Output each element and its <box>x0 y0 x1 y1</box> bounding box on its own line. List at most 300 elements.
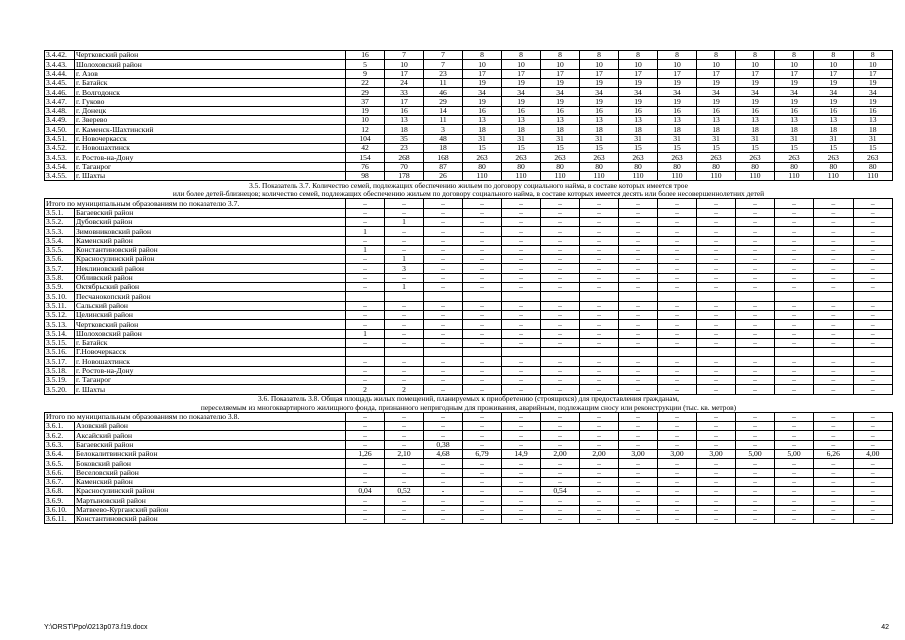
value-cell: – <box>697 217 736 226</box>
value-cell: 2,10 <box>385 449 424 458</box>
value-cell: 13 <box>541 116 580 125</box>
value-cell: – <box>541 431 580 440</box>
value-cell: – <box>541 505 580 514</box>
value-cell: – <box>346 301 385 310</box>
value-cell: – <box>619 264 658 273</box>
value-cell: – <box>580 468 619 477</box>
value-cell: 80 <box>463 162 502 171</box>
total-row <box>45 412 893 421</box>
value-cell: – <box>580 357 619 366</box>
value-cell: – <box>619 459 658 468</box>
row-number: 3.5.19. <box>45 375 75 384</box>
value-cell: 9 <box>346 69 385 78</box>
value-cell: – <box>814 255 853 264</box>
value-cell: 29 <box>424 97 463 106</box>
value-cell: – <box>463 264 502 273</box>
value-cell: – <box>541 496 580 505</box>
value-cell: – <box>775 236 814 245</box>
value-cell: – <box>346 310 385 319</box>
value-cell: – <box>502 301 541 310</box>
value-cell: – <box>814 422 853 431</box>
table-row <box>45 385 893 394</box>
value-cell: – <box>541 199 580 208</box>
value-cell: 19 <box>814 78 853 87</box>
value-cell: – <box>775 431 814 440</box>
value-cell: – <box>385 412 424 421</box>
table-row <box>45 477 893 486</box>
value-cell: 263 <box>697 153 736 162</box>
row-number: 3.6.3. <box>45 440 75 449</box>
value-cell: 16 <box>736 106 775 115</box>
value-cell: – <box>736 217 775 226</box>
value-cell: – <box>619 366 658 375</box>
value-cell: 3,00 <box>619 449 658 458</box>
value-cell: – <box>463 431 502 440</box>
row-number: 3.6.5. <box>45 459 75 468</box>
value-cell: 15 <box>619 143 658 152</box>
row-number: 3.5.12. <box>45 310 75 319</box>
value-cell: – <box>619 496 658 505</box>
value-cell: – <box>463 357 502 366</box>
page-number: 42 <box>881 624 889 631</box>
value-cell: 48 <box>424 134 463 143</box>
row-name: г. Таганрог <box>75 375 346 384</box>
table-row <box>45 217 893 226</box>
value-cell: 16 <box>463 106 502 115</box>
value-cell: 263 <box>580 153 619 162</box>
row-number: 3.6.2. <box>45 431 75 440</box>
value-cell: – <box>775 477 814 486</box>
value-cell: 8 <box>502 51 541 60</box>
value-cell: 8 <box>736 51 775 60</box>
value-cell: 19 <box>502 78 541 87</box>
table-row <box>45 255 893 264</box>
row-name: г. Каменск-Шахтинский <box>75 125 346 134</box>
value-cell: 8 <box>580 51 619 60</box>
value-cell: – <box>463 329 502 338</box>
value-cell <box>502 292 541 301</box>
value-cell: – <box>853 208 893 217</box>
value-cell: 5,00 <box>775 449 814 458</box>
table-row <box>45 283 893 292</box>
value-cell: – <box>658 468 697 477</box>
value-cell: – <box>736 412 775 421</box>
value-cell: 34 <box>853 88 893 97</box>
value-cell: – <box>541 329 580 338</box>
value-cell: – <box>736 199 775 208</box>
table-row <box>45 116 893 125</box>
value-cell: – <box>853 440 893 449</box>
value-cell: 80 <box>775 162 814 171</box>
value-cell: – <box>697 515 736 524</box>
value-cell: – <box>502 199 541 208</box>
value-cell: – <box>619 468 658 477</box>
value-cell: – <box>502 375 541 384</box>
value-cell: – <box>385 468 424 477</box>
row-number: 3.4.49. <box>45 116 75 125</box>
value-cell: – <box>385 375 424 384</box>
value-cell: – <box>346 264 385 273</box>
value-cell: 15 <box>853 143 893 152</box>
value-cell: – <box>697 227 736 236</box>
value-cell: – <box>385 310 424 319</box>
value-cell: 10 <box>853 60 893 69</box>
value-cell: – <box>697 199 736 208</box>
table-row <box>45 208 893 217</box>
value-cell: – <box>580 385 619 394</box>
table-row <box>45 227 893 236</box>
value-cell: 10 <box>658 60 697 69</box>
value-cell: – <box>814 245 853 254</box>
value-cell: – <box>385 301 424 310</box>
value-cell: – <box>541 459 580 468</box>
value-cell: – <box>853 375 893 384</box>
value-cell: 17 <box>697 69 736 78</box>
value-cell: 0,38 <box>424 440 463 449</box>
value-cell: 263 <box>619 153 658 162</box>
value-cell: – <box>385 199 424 208</box>
value-cell: – <box>424 329 463 338</box>
value-cell: – <box>619 301 658 310</box>
value-cell: – <box>658 273 697 282</box>
value-cell: – <box>424 264 463 273</box>
value-cell: – <box>814 217 853 226</box>
value-cell: 31 <box>775 134 814 143</box>
value-cell: – <box>502 412 541 421</box>
value-cell: – <box>736 273 775 282</box>
value-cell: – <box>424 227 463 236</box>
value-cell <box>814 348 853 357</box>
value-cell: 14 <box>424 106 463 115</box>
value-cell: – <box>775 283 814 292</box>
value-cell: – <box>463 515 502 524</box>
value-cell: – <box>619 329 658 338</box>
value-cell <box>775 292 814 301</box>
value-cell: 80 <box>502 162 541 171</box>
value-cell: 178 <box>385 171 424 180</box>
row-number: 3.5.1. <box>45 208 75 217</box>
table-row <box>45 134 893 143</box>
value-cell: – <box>424 422 463 431</box>
value-cell: – <box>619 505 658 514</box>
table-row <box>45 449 893 458</box>
value-cell <box>346 348 385 357</box>
value-cell: – <box>580 487 619 496</box>
row-name: Веселовский район <box>75 468 346 477</box>
row-number: 3.5.16. <box>45 348 75 357</box>
value-cell: – <box>658 236 697 245</box>
value-cell: – <box>346 283 385 292</box>
value-cell: – <box>463 375 502 384</box>
value-cell: – <box>580 440 619 449</box>
value-cell: – <box>697 375 736 384</box>
value-cell: 263 <box>502 153 541 162</box>
value-cell: 19 <box>541 78 580 87</box>
value-cell: 110 <box>541 171 580 180</box>
value-cell: – <box>541 422 580 431</box>
row-name: Шолоховский район <box>75 60 346 69</box>
value-cell: – <box>814 236 853 245</box>
value-cell: 16 <box>385 106 424 115</box>
value-cell: – <box>658 329 697 338</box>
value-cell: – <box>775 468 814 477</box>
value-cell: – <box>775 385 814 394</box>
value-cell: 13 <box>775 116 814 125</box>
row-name: Аксайский район <box>75 431 346 440</box>
value-cell: 31 <box>853 134 893 143</box>
value-cell: – <box>463 320 502 329</box>
value-cell: – <box>814 487 853 496</box>
value-cell: – <box>658 245 697 254</box>
value-cell: 34 <box>775 88 814 97</box>
value-cell: 17 <box>463 69 502 78</box>
value-cell: – <box>658 459 697 468</box>
value-cell <box>385 292 424 301</box>
value-cell: – <box>619 283 658 292</box>
value-cell: – <box>619 338 658 347</box>
value-cell: 5,00 <box>736 449 775 458</box>
value-cell <box>736 348 775 357</box>
value-cell: – <box>658 366 697 375</box>
value-cell: – <box>736 329 775 338</box>
value-cell: 18 <box>853 125 893 134</box>
row-name: Боковский район <box>75 459 346 468</box>
value-cell: – <box>658 208 697 217</box>
value-cell: – <box>580 515 619 524</box>
value-cell: – <box>424 477 463 486</box>
value-cell: – <box>541 385 580 394</box>
value-cell: 16 <box>580 106 619 115</box>
value-cell: 263 <box>736 153 775 162</box>
row-number: 3.5.7. <box>45 264 75 273</box>
row-name: Матвеево-Курганский район <box>75 505 346 514</box>
row-name: г. Шахты <box>75 171 346 180</box>
value-cell: 98 <box>346 171 385 180</box>
value-cell: – <box>580 412 619 421</box>
row-name: г. Батайск <box>75 78 346 87</box>
value-cell: 2 <box>385 385 424 394</box>
value-cell: – <box>385 227 424 236</box>
value-cell: 19 <box>697 78 736 87</box>
value-cell: – <box>775 273 814 282</box>
table-row <box>45 422 893 431</box>
value-cell: – <box>775 245 814 254</box>
value-cell: 1 <box>346 329 385 338</box>
value-cell: – <box>502 217 541 226</box>
value-cell: – <box>541 310 580 319</box>
value-cell: – <box>814 477 853 486</box>
value-cell: – <box>619 208 658 217</box>
value-cell: – <box>502 283 541 292</box>
table-row <box>45 357 893 366</box>
value-cell: 31 <box>697 134 736 143</box>
value-cell: 10 <box>814 60 853 69</box>
table-row <box>45 171 893 180</box>
value-cell: 8 <box>853 51 893 60</box>
value-cell: – <box>580 477 619 486</box>
table-row <box>45 320 893 329</box>
table-row <box>45 78 893 87</box>
row-number: 3.4.43. <box>45 60 75 69</box>
row-name: Константиновский район <box>75 245 346 254</box>
value-cell: – <box>814 227 853 236</box>
row-number: 3.5.4. <box>45 236 75 245</box>
value-cell: – <box>502 236 541 245</box>
value-cell: – <box>580 273 619 282</box>
value-cell: – <box>697 459 736 468</box>
value-cell: – <box>736 440 775 449</box>
value-cell: 263 <box>853 153 893 162</box>
value-cell: 13 <box>658 116 697 125</box>
value-cell: – <box>346 199 385 208</box>
value-cell <box>697 348 736 357</box>
row-number: 3.6.7. <box>45 477 75 486</box>
row-number: 3.5.10. <box>45 292 75 301</box>
value-cell: – <box>385 496 424 505</box>
value-cell: 10 <box>502 60 541 69</box>
value-cell: 34 <box>814 88 853 97</box>
value-cell: 31 <box>463 134 502 143</box>
value-cell: – <box>580 283 619 292</box>
value-cell: – <box>853 301 893 310</box>
value-cell: – <box>580 375 619 384</box>
value-cell: – <box>853 320 893 329</box>
value-cell: – <box>697 236 736 245</box>
value-cell: – <box>424 505 463 514</box>
value-cell: 31 <box>580 134 619 143</box>
value-cell: – <box>424 199 463 208</box>
row-name: Чертковский район <box>75 51 346 60</box>
value-cell: – <box>346 217 385 226</box>
value-cell <box>853 348 893 357</box>
value-cell: – <box>658 217 697 226</box>
row-name: Зимовниковский район <box>75 227 346 236</box>
row-number: 3.4.50. <box>45 125 75 134</box>
value-cell: 4,68 <box>424 449 463 458</box>
value-cell: – <box>658 496 697 505</box>
value-cell: 12 <box>346 125 385 134</box>
table-body <box>45 51 893 524</box>
value-cell: – <box>502 459 541 468</box>
row-number: 3.6.10. <box>45 505 75 514</box>
file-path-footer: Y:\ORST\Ppo\0213p073.f19.docx <box>44 624 148 631</box>
value-cell: 80 <box>658 162 697 171</box>
value-cell: – <box>775 357 814 366</box>
value-cell: – <box>658 320 697 329</box>
value-cell: 19 <box>814 97 853 106</box>
value-cell: – <box>853 366 893 375</box>
value-cell: – <box>697 338 736 347</box>
value-cell: – <box>502 468 541 477</box>
value-cell: – <box>385 515 424 524</box>
value-cell: – <box>775 366 814 375</box>
value-cell: – <box>853 264 893 273</box>
value-cell: – <box>346 496 385 505</box>
value-cell: – <box>385 477 424 486</box>
value-cell: 19 <box>853 97 893 106</box>
value-cell: 19 <box>541 97 580 106</box>
value-cell: 17 <box>541 69 580 78</box>
value-cell: – <box>541 412 580 421</box>
value-cell: 263 <box>775 153 814 162</box>
row-number: 3.6.8. <box>45 487 75 496</box>
row-name: Багаевский район <box>75 440 346 449</box>
value-cell: – <box>424 385 463 394</box>
value-cell: 16 <box>697 106 736 115</box>
value-cell: 8 <box>619 51 658 60</box>
value-cell: 2,00 <box>580 449 619 458</box>
value-cell: 6,26 <box>814 449 853 458</box>
value-cell: – <box>424 431 463 440</box>
value-cell: – <box>814 329 853 338</box>
value-cell: – <box>697 329 736 338</box>
value-cell: – <box>814 515 853 524</box>
value-cell: – <box>385 338 424 347</box>
value-cell <box>619 292 658 301</box>
value-cell: – <box>424 208 463 217</box>
row-number: 3.5.8. <box>45 273 75 282</box>
value-cell: – <box>502 505 541 514</box>
table-row <box>45 88 893 97</box>
value-cell: 19 <box>502 97 541 106</box>
value-cell: 13 <box>814 116 853 125</box>
row-name: Сальский район <box>75 301 346 310</box>
value-cell: – <box>736 366 775 375</box>
value-cell: – <box>541 320 580 329</box>
value-cell: – <box>814 199 853 208</box>
value-cell: – <box>814 496 853 505</box>
value-cell: – <box>697 283 736 292</box>
value-cell: 104 <box>346 134 385 143</box>
row-name: г. Гуково <box>75 97 346 106</box>
value-cell: – <box>463 273 502 282</box>
value-cell: 8 <box>697 51 736 60</box>
row-number: 3.4.44. <box>45 69 75 78</box>
value-cell: – <box>697 505 736 514</box>
value-cell: 8 <box>814 51 853 60</box>
value-cell: – <box>424 301 463 310</box>
value-cell: 13 <box>580 116 619 125</box>
value-cell: – <box>658 515 697 524</box>
value-cell: – <box>346 273 385 282</box>
value-cell: 31 <box>502 134 541 143</box>
value-cell: – <box>424 338 463 347</box>
value-cell: – <box>346 440 385 449</box>
value-cell: – <box>424 236 463 245</box>
value-cell: – <box>463 217 502 226</box>
value-cell: 13 <box>502 116 541 125</box>
value-cell: 110 <box>814 171 853 180</box>
value-cell: 2,00 <box>541 449 580 458</box>
value-cell: 15 <box>502 143 541 152</box>
value-cell: 16 <box>346 51 385 60</box>
value-cell: – <box>346 320 385 329</box>
value-cell: 34 <box>541 88 580 97</box>
value-cell: – <box>736 431 775 440</box>
value-cell: 263 <box>463 153 502 162</box>
value-cell: – <box>580 236 619 245</box>
value-cell: 17 <box>502 69 541 78</box>
value-cell <box>658 348 697 357</box>
value-cell: – <box>619 227 658 236</box>
table-row <box>45 97 893 106</box>
value-cell: – <box>658 264 697 273</box>
row-number: 3.5.14. <box>45 329 75 338</box>
value-cell: 7 <box>424 51 463 60</box>
value-cell: 10 <box>346 116 385 125</box>
value-cell: – <box>541 301 580 310</box>
value-cell: – <box>463 496 502 505</box>
